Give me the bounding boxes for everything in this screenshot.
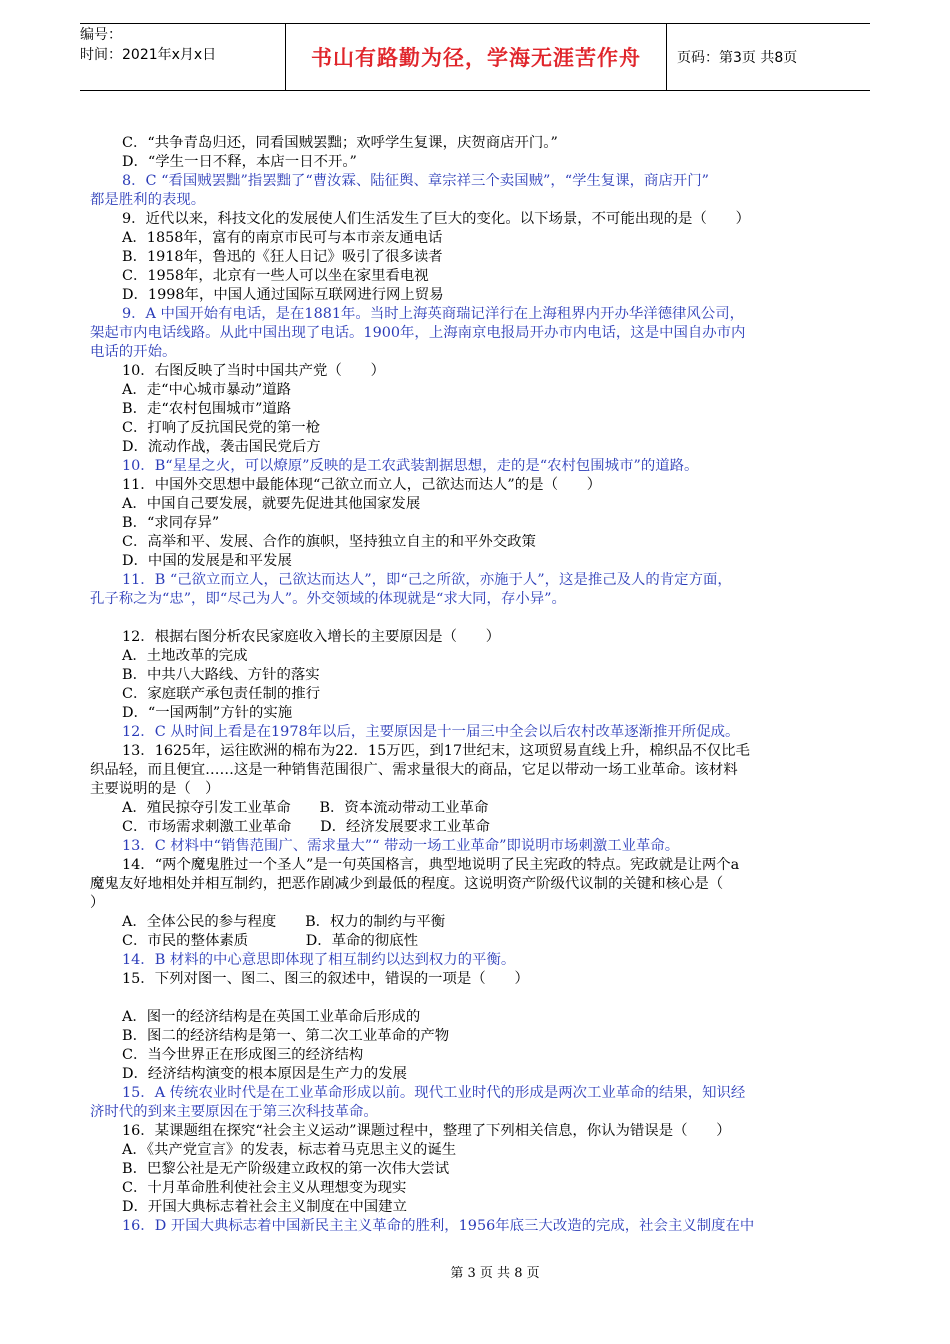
question-line: D．“一国两制”方针的实施 [122,705,293,721]
question-line: C．打响了反抗国民党的第一枪 [122,420,321,436]
header-motto: 书山有路勤为径，学海无涯苦作舟 [285,24,667,90]
answer-line: 9．A 中国开始有电话，是在1881年。当时上海英商瑞记洋行在上海租界内开办华洋德律风公司， [122,306,744,322]
question-line: A．《共产党宣言》的发表，标志着马克思主义的诞生 [122,1142,457,1158]
number-label: 编号： [80,27,122,43]
blank-line [90,989,862,1008]
answer-line: 都是胜利的表现。 [90,192,206,208]
question-line: ） [90,895,105,911]
question-line: B．1918年，鲁迅的《狂人日记》吸引了很多读者 [122,249,443,265]
question-line: D．开国大典标志着社会主义制度在中国建立 [122,1199,407,1215]
page-footer: 第 3 页 共 8 页 [450,1266,540,1281]
question-line: A．1858年，富有的南京市民可与本市亲友通电话 [122,230,443,246]
question-line: B．图二的经济结构是第一、第二次工业革命的产物 [122,1028,450,1044]
answer-line: 架起市内电话线路。从此中国出现了电话。1900年，上海南京电报局开办市内电话，这是中国自办市内 [90,325,746,341]
question-line: C．市民的整体素质 D．革命的彻底性 [122,933,418,949]
question-line: 主要说明的是（ ） [90,781,220,797]
question-line: C．十月革命胜利使社会主义从理想变为现实 [122,1180,407,1196]
question-line: D．1998年，中国人通过国际互联网进行网上贸易 [122,287,444,303]
header-page-number: 页码：第3页 共8页 [677,50,798,66]
question-line: C．1958年，北京有一些人可以坐在家里看电视 [122,268,429,284]
question-line: C．市场需求刺激工业革命 D．经济发展要求工业革命 [122,819,490,835]
question-line: 9．近代以来，科技文化的发展使人们生活发生了巨大的变化。以下场景，不可能出现的是（ ） [122,211,750,227]
blank-line [90,609,862,628]
question-line: A．殖民掠夺引发工业革命 B．资本流动带动工业革命 [122,800,489,816]
question-line: C．家庭联产承包责任制的推行 [122,686,321,702]
answer-line: 孔子称之为“忠”，即“尽己为人”。外交领域的体现就是“求大同，存小异”。 [90,591,566,607]
page-header [80,23,870,91]
answer-line: 济时代的到来主要原因在于第三次科技革命。 [90,1104,378,1120]
question-line: 织品轻，而且便宜……这是一种销售范围很广、需求量很大的商品，它足以带动一场工业革命。该材料 [90,762,738,778]
question-line: 魔鬼友好地相处并相互制约，把恶作剧减少到最低的程度。这说明资产阶级代议制的关键和核心是（ [90,876,724,892]
answer-line: 14．B 材料的中心意思即体现了相互制约以达到权力的平衡。 [122,952,516,968]
answer-line: 16．D 开国大典标志着中国新民主主义革命的胜利，1956年底三大改造的完成，社会主义制度在中 [122,1218,755,1234]
question-line: A．土地改革的完成 [122,648,248,664]
question-line: 11．中国外交思想中最能体现“己欲立而立人，己欲达而达人”的是（ ） [122,477,602,493]
question-line: 14．“两个魔鬼胜过一个圣人”是一句英国格言，典型地说明了民主宪政的特点。宪政就是让两个a [122,857,740,873]
answer-line: 12．C 从时间上看是在1978年以后，主要原因是十一届三中全会以后农村改革逐渐推开所促成。 [122,724,740,740]
question-line: 12．根据右图分析农民家庭收入增长的主要原因是（ ） [122,629,501,645]
answer-line: 8．C “看国贼罢黜”指罢黜了“曹汝霖、陆征舆、章宗祥三个卖国贼”，“学生复课，商店开门” [122,173,709,189]
question-line: A．走“中心城市暴动”道路 [122,382,292,398]
header-meta [80,24,285,90]
answer-line: 电话的开始。 [90,344,177,360]
question-line: D．流动作战，袭击国民党后方 [122,439,321,455]
question-line: 10．右图反映了当时中国共产党（ ） [122,363,385,379]
question-line: C．高举和平、发展、合作的旗帜，坚持独立自主的和平外交政策 [122,534,536,550]
question-line: 16．某课题组在探究“社会主义运动”课题过程中，整理了下列相关信息，你认为错误是（ ） [122,1123,731,1139]
answer-line: 11．B “己欲立而立人，己欲达而达人”，即“己之所欲，亦施于人”，这是推己及人的肯定方面， [122,572,732,588]
question-line: A．图一的经济结构是在英国工业革命后形成的 [122,1009,421,1025]
answer-line: 15．A 传统农业时代是在工业革命形成以前。现代工业时代的形成是两次工业革命的结果，知识经 [122,1085,746,1101]
question-line: 13．1625年，运往欧洲的棉布为22．15万匹，到17世纪末，这项贸易直线上升，棉织品不仅比毛 [122,743,750,759]
question-line: B．巴黎公社是无产阶级建立政权的第一次伟大尝试 [122,1161,450,1177]
question-line: B．走“农村包围城市”道路 [122,401,292,417]
question-line: C．当今世界正在形成图三的经济结构 [122,1047,364,1063]
question-line: 15．下列对图一、图二、图三的叙述中，错误的一项是（ ） [122,971,529,987]
answer-line: 13．C 材料中“销售范围广、需求量大”“ 带动一场工业革命”即说明市场刺激工业革命。 [122,838,680,854]
question-line: A．中国自己要发展，就要先促进其他国家发展 [122,496,421,512]
question-line: C．“共争青岛归还，同看国贼罢黜；欢呼学生复课，庆贺商店开门。” [122,135,558,151]
question-line: B．中共八大路线、方针的落实 [122,667,320,683]
answer-line: 10．B“星星之火，可以燎原”反映的是工农武装割据思想，走的是“农村包围城市”的道路。 [122,458,699,474]
question-line: D．“学生一日不释，本店一日不开。” [122,154,357,170]
document-body [90,134,862,1236]
time-label: 时间：2021年x月x日 [80,47,217,63]
question-line: A．全体公民的参与程度 B．权力的制约与平衡 [122,914,446,930]
question-line: D．中国的发展是和平发展 [122,553,292,569]
question-line: D．经济结构演变的根本原因是生产力的发展 [122,1066,407,1082]
question-line: B．“求同存异” [122,515,220,531]
